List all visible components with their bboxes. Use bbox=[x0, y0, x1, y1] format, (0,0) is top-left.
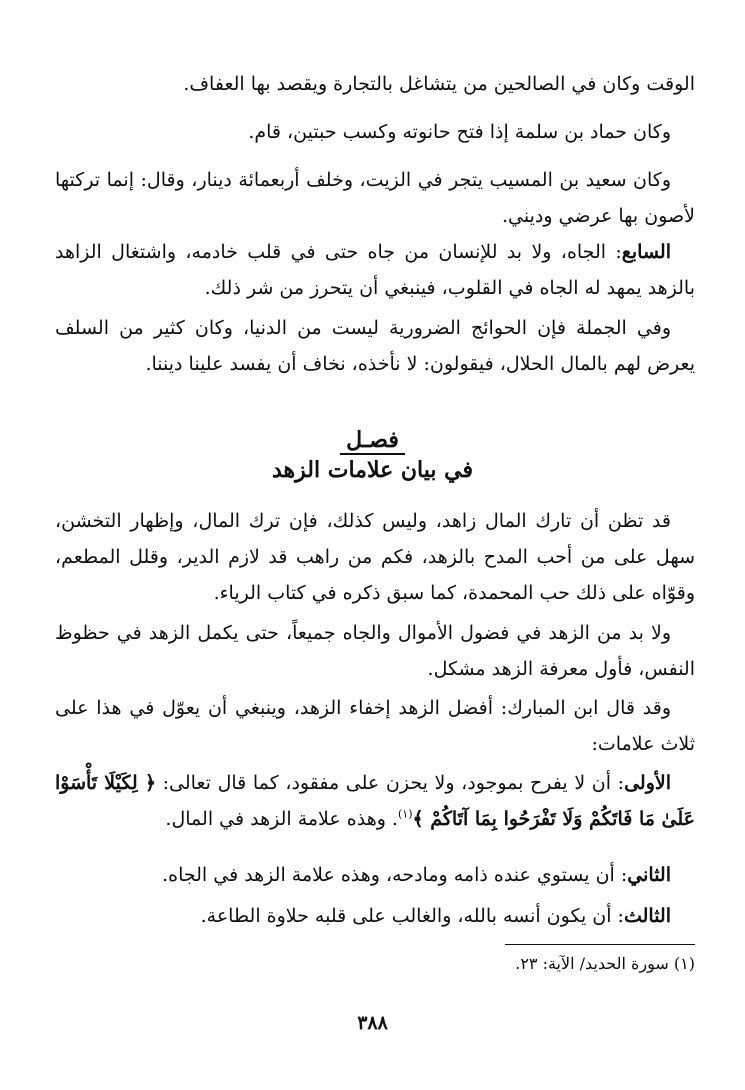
paragraph-sign-third bbox=[55, 898, 695, 934]
paragraph-text: وكان سعيد بن المسيب يتجر في الزيت، وخلف أربعمائة دينار، وقال: إنما تركتها لأصون بها عرضي وديني. bbox=[55, 169, 695, 227]
paragraph-trade bbox=[55, 66, 695, 102]
paragraph-seventh bbox=[55, 234, 695, 306]
paragraph-text: ولا بد من الزهد في فضول الأموال والجاه جميعاً، حتى يكمل الزهد في حظوظ النفس، فأول معرفة الزهد مشكل. bbox=[55, 622, 695, 680]
paragraph-text: . وهذه علامة الزهد في المال. bbox=[165, 808, 398, 830]
paragraph-zuhd-excess bbox=[55, 615, 695, 687]
section-title bbox=[0, 425, 745, 455]
paragraph-lead: السابع bbox=[621, 241, 671, 263]
paragraph-text: وكان حماد بن سلمة إذا فتح حانوته وكسب حبتين، قام. bbox=[248, 121, 671, 143]
footnote-divider bbox=[505, 944, 695, 945]
paragraph-text: : أن يكون أنسه بالله، والغالب على قلبه حلاوة الطاعة. bbox=[200, 905, 624, 927]
footnote-reference: (١) bbox=[397, 807, 413, 821]
paragraph-saeed bbox=[55, 162, 695, 234]
paragraph-sign-second bbox=[55, 857, 695, 893]
paragraph-ibn-mubarak bbox=[55, 690, 695, 762]
paragraph-text: : الجاه، ولا بد للإنسان من جاه حتى في قلب خادمه، واشتغال الزاهد بالزهد يمهد له الجاه في القلوب، فينبغي أن يتحرز من شر ذلك. bbox=[55, 241, 695, 299]
paragraph-text: : أن يستوي عنده ذامه ومادحه، وهذه علامة الزهد في الجاه. bbox=[162, 864, 628, 886]
paragraph-hammad bbox=[55, 114, 695, 150]
paragraph-lead: الثالث bbox=[623, 905, 671, 927]
section-title-text: فصـل bbox=[340, 427, 405, 455]
section-subtitle: في بيان علامات الزهد bbox=[271, 457, 473, 483]
paragraph-text: الوقت وكان في الصالحين من يتشاغل بالتجارة ويقصد بها العفاف. bbox=[183, 73, 695, 95]
page-number: ٣٨٨ bbox=[357, 1012, 388, 1034]
paragraph-sign-first bbox=[55, 765, 695, 837]
paragraph-lead: الأولى bbox=[624, 772, 671, 794]
footnote: (١) سورة الحديد/ الآية: ٢٣. bbox=[515, 954, 695, 973]
paragraph-text: : أن لا يفرح بموجود، ولا يحزن على مفقود، كما قال تعالى: bbox=[156, 772, 625, 794]
paragraph-text: قد تظن أن تارك المال زاهد، وليس كذلك، فإن ترك المال، وإظهار التخشن، سهل على من أحب المدح بالزهد، فكم من راهب قد لازم الدير، وقلل المطعم، وقوّاه على ذلك حب المحمدة، كما سبق ذكره في كتاب الرياء. bbox=[55, 510, 695, 604]
paragraph-zuhd-intro bbox=[55, 503, 695, 611]
paragraph-lead: الثاني bbox=[627, 864, 671, 886]
paragraph-summary bbox=[55, 310, 695, 382]
paragraph-text: وفي الجملة فإن الحوائج الضرورية ليست من الدنيا، وكان كثير من السلف يعرض لهم بالمال الحلال، فيقولون: لا نأخذه، نخاف أن يفسد علينا ديننا. bbox=[55, 317, 695, 375]
paragraph-text: وقد قال ابن المبارك: أفضل الزهد إخفاء الزهد، وينبغي أن يعوّل في هذا على ثلاث علامات: bbox=[55, 697, 695, 755]
quran-verse: ﴿ لِكَيْلَا تَأْسَوْا عَلَىٰ مَا فَاتَكُمْ وَلَا تَفْرَحُوا بِمَا آتَاكُمْ ﴾ bbox=[55, 772, 695, 830]
